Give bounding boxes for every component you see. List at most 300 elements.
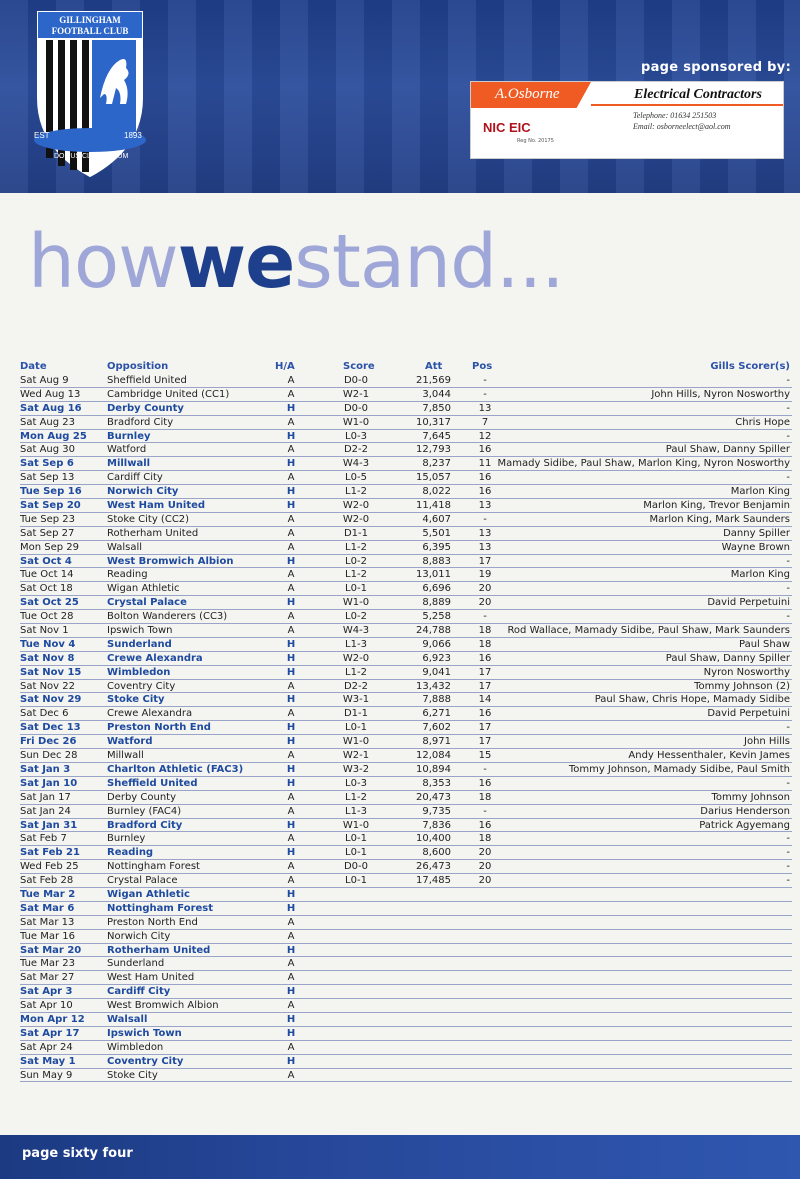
table-row <box>20 874 792 888</box>
gills-scorers: Tommy Johnson <box>711 791 790 803</box>
opposition-name: Crystal Palace <box>107 875 178 887</box>
opposition-name: Sheffield United <box>107 375 187 386</box>
league-position: 20 <box>478 597 492 609</box>
opposition-name: Sunderland <box>107 958 165 970</box>
fixture-date: Sat Jan 31 <box>20 819 78 831</box>
fixture-date: Tue Sep 23 <box>20 513 76 525</box>
fixture-date: Sat Dec 13 <box>20 722 81 734</box>
attendance: 20,473 <box>416 791 451 803</box>
fixture-date: Sat Nov 29 <box>20 694 82 706</box>
page-title <box>28 212 564 312</box>
gills-scorers: Chris Hope <box>735 416 790 428</box>
opposition-name: Cardiff City <box>107 986 171 998</box>
league-position: 16 <box>478 652 492 664</box>
league-position: 11 <box>478 458 492 470</box>
league-position: - <box>483 611 487 623</box>
table-row <box>20 1041 792 1055</box>
table-row <box>20 930 792 944</box>
fixture-date: Sat Feb 28 <box>20 875 74 887</box>
league-position: 18 <box>478 638 492 650</box>
fixture-date: Sat Mar 6 <box>20 902 75 914</box>
fixture-date: Sat Oct 4 <box>20 555 72 567</box>
opposition-name: Rotherham United <box>107 944 211 956</box>
fixture-date: Sat Sep 27 <box>20 527 75 539</box>
table-row <box>20 527 792 541</box>
score: L0-1 <box>345 833 367 845</box>
gills-scorers: David Perpetuini <box>707 597 790 609</box>
gills-scorers: Patrick Agyemang <box>699 819 790 831</box>
home-away: A <box>287 472 295 484</box>
home-away: H <box>286 458 296 470</box>
opposition-name: Norwich City <box>107 930 171 942</box>
attendance: 17,485 <box>416 875 451 887</box>
opposition-name: Norwich City <box>107 486 179 498</box>
score: W2-0 <box>342 652 370 664</box>
table-row <box>20 846 792 860</box>
attendance: 15,057 <box>416 472 451 484</box>
fixture-date: Sat Apr 3 <box>20 986 73 998</box>
table-row <box>20 582 792 596</box>
score: L1-2 <box>345 569 367 581</box>
opposition-name: Preston North End <box>107 722 211 734</box>
score: D2-2 <box>343 444 369 456</box>
league-position: - <box>483 805 487 817</box>
gills-scorers: - <box>786 777 790 789</box>
score: L0-1 <box>345 722 367 734</box>
opposition-name: Sheffield United <box>107 777 198 789</box>
table-row <box>20 499 792 513</box>
table-row <box>20 1069 792 1083</box>
gills-scorers: Paul Shaw, Danny Spiller <box>665 652 790 664</box>
table-row <box>20 971 792 985</box>
fixture-date: Mon Apr 12 <box>20 1013 85 1025</box>
club-name-line2: FOOTBALL CLUB <box>51 26 129 36</box>
score: L0-1 <box>345 875 367 887</box>
attendance: 12,793 <box>416 444 451 456</box>
league-position: 16 <box>478 486 492 498</box>
table-row <box>20 624 792 638</box>
fixture-date: Sat Sep 6 <box>20 458 74 470</box>
table-row <box>20 944 792 958</box>
club-crest-logo <box>28 8 152 180</box>
fixture-date: Sat Oct 25 <box>20 597 79 609</box>
league-position: 20 <box>478 861 492 873</box>
sponsor-label: page sponsored by: <box>641 60 792 75</box>
fixture-date: Tue Mar 2 <box>20 888 76 900</box>
fixture-date: Sat Nov 15 <box>20 666 82 678</box>
gills-scorers: - <box>786 861 790 873</box>
home-away: A <box>287 513 295 525</box>
fixture-date: Sat Aug 23 <box>20 416 76 428</box>
league-position: 16 <box>478 819 492 831</box>
opposition-name: Crewe Alexandra <box>107 708 193 720</box>
score: L1-2 <box>345 486 367 498</box>
attendance: 7,888 <box>422 694 451 706</box>
attendance: 12,084 <box>416 750 451 762</box>
fixture-date: Sat Aug 16 <box>20 402 82 414</box>
opposition-name: Millwall <box>107 750 144 762</box>
league-position: 12 <box>478 430 492 442</box>
home-away: A <box>287 791 295 803</box>
table-row <box>20 416 792 430</box>
league-position: 17 <box>478 736 492 748</box>
gills-scorers: John Hills <box>744 736 790 748</box>
gills-scorers: Andy Hessenthaler, Kevin James <box>628 750 790 762</box>
league-position: 14 <box>478 694 492 706</box>
league-position: - <box>483 388 487 400</box>
opposition-name: Rotherham United <box>107 527 199 539</box>
fixture-date: Sat Jan 24 <box>20 805 71 817</box>
table-row <box>20 638 792 652</box>
opposition-name: Millwall <box>107 458 151 470</box>
fixture-date: Tue Mar 23 <box>20 958 76 970</box>
attendance: 9,735 <box>422 805 451 817</box>
table-row <box>20 860 792 874</box>
home-away: A <box>287 1069 295 1081</box>
table-row <box>20 957 792 971</box>
home-away: H <box>286 736 296 748</box>
gills-scorers: Darius Henderson <box>700 805 790 817</box>
home-away: A <box>287 388 295 400</box>
gills-scorers: - <box>786 430 790 442</box>
sponsor-divider <box>591 104 783 106</box>
gills-scorers: Paul Shaw, Danny Spiller <box>665 444 790 456</box>
opposition-name: Crewe Alexandra <box>107 652 203 664</box>
fixture-date: Sat Aug 9 <box>20 375 69 386</box>
attendance: 6,271 <box>422 708 451 720</box>
attendance: 6,923 <box>422 652 451 664</box>
gills-scorers: John Hills, Nyron Nosworthy <box>651 388 790 400</box>
table-row <box>20 374 792 388</box>
table-row <box>20 652 792 666</box>
table-row <box>20 888 792 902</box>
fixture-date: Sat Apr 10 <box>20 1000 73 1012</box>
attendance: 9,066 <box>422 638 451 650</box>
gills-scorers: Marlon King <box>730 569 790 581</box>
fixture-date: Fri Dec 26 <box>20 736 77 748</box>
league-position: 20 <box>478 583 492 595</box>
gills-scorers: Wayne Brown <box>721 541 790 553</box>
score: D1-1 <box>343 527 369 539</box>
league-position: 13 <box>478 402 492 414</box>
home-away: A <box>287 611 295 623</box>
league-position: 7 <box>481 416 489 428</box>
header-score: Score <box>343 361 375 372</box>
opposition-name: West Ham United <box>107 500 206 512</box>
score: L1-3 <box>345 638 367 650</box>
header-date: Date <box>20 361 47 372</box>
table-row <box>20 1055 792 1069</box>
opposition-name: Sunderland <box>107 638 172 650</box>
gills-scorers: - <box>786 722 790 734</box>
fixture-date: Sat Nov 22 <box>20 680 75 692</box>
score: L0-2 <box>345 555 367 567</box>
opposition-name: Coventry City <box>107 1055 184 1067</box>
attendance: 4,607 <box>422 513 451 525</box>
home-away: A <box>287 444 295 456</box>
fixture-date: Sat Mar 13 <box>20 916 75 928</box>
table-row <box>20 819 792 833</box>
home-away: A <box>287 875 295 887</box>
opposition-name: Derby County <box>107 791 177 803</box>
fixture-date: Sat Aug 30 <box>20 444 76 456</box>
league-position: 16 <box>478 777 492 789</box>
home-away: H <box>286 944 296 956</box>
gills-scorers: - <box>786 611 790 623</box>
opposition-name: Watford <box>107 444 147 456</box>
page-number: page sixty four <box>22 1146 133 1161</box>
score: L1-2 <box>345 666 367 678</box>
gills-scorers: - <box>786 847 790 859</box>
opposition-name: Burnley <box>107 833 146 845</box>
opposition-name: Coventry City <box>107 680 176 692</box>
table-row <box>20 916 792 930</box>
score: L1-2 <box>345 541 367 553</box>
table-row <box>20 388 792 402</box>
opposition-name: Stoke City <box>107 694 165 706</box>
league-position: 19 <box>478 569 492 581</box>
opposition-name: Burnley (FAC4) <box>107 805 182 817</box>
opposition-name: Ipswich Town <box>107 625 173 637</box>
opposition-name: West Bromwich Albion <box>107 555 234 567</box>
results-table <box>20 361 792 1082</box>
league-position: 16 <box>478 708 492 720</box>
fixture-date: Sat Mar 27 <box>20 972 75 984</box>
table-row <box>20 749 792 763</box>
header-ha: H/A <box>275 361 295 372</box>
home-away: H <box>286 500 296 512</box>
opposition-name: Cardiff City <box>107 472 163 484</box>
gills-scorers: - <box>786 375 790 386</box>
score: W2-1 <box>342 388 370 400</box>
home-away: H <box>286 666 296 678</box>
table-row <box>20 805 792 819</box>
home-away: A <box>287 750 295 762</box>
gills-scorers: - <box>786 472 790 484</box>
score: W3-2 <box>342 763 370 775</box>
fixture-date: Sat Oct 18 <box>20 583 73 595</box>
opposition-name: Bradford City <box>107 819 183 831</box>
gills-scorers: - <box>786 555 790 567</box>
header-pos: Pos <box>472 361 493 372</box>
league-position: 18 <box>478 791 492 803</box>
table-row <box>20 402 792 416</box>
header-banner <box>0 0 800 193</box>
table-row <box>20 1013 792 1027</box>
table-row <box>20 902 792 916</box>
table-row <box>20 763 792 777</box>
attendance: 7,645 <box>422 430 451 442</box>
home-away: H <box>286 555 296 567</box>
attendance: 7,836 <box>422 819 451 831</box>
league-position: - <box>483 513 487 525</box>
home-away: A <box>287 805 295 817</box>
table-row <box>20 985 792 999</box>
table-row <box>20 832 792 846</box>
fixture-date: Sat Apr 17 <box>20 1027 80 1039</box>
table-row <box>20 693 792 707</box>
home-away: H <box>286 888 296 900</box>
home-away: H <box>286 486 296 498</box>
fixture-date: Sat Mar 20 <box>20 944 82 956</box>
score: W1-0 <box>342 416 370 428</box>
title-part-we: we <box>177 219 295 305</box>
league-position: 17 <box>478 722 492 734</box>
gills-scorers: Marlon King, Mark Saunders <box>649 513 790 525</box>
home-away: A <box>287 916 295 928</box>
sponsor-advert <box>470 81 784 159</box>
score: D0-0 <box>343 375 369 386</box>
attendance: 11,418 <box>416 500 451 512</box>
table-row <box>20 457 792 471</box>
fixture-date: Mon Aug 25 <box>20 430 87 442</box>
score: L1-3 <box>345 805 367 817</box>
score: W4-3 <box>342 458 370 470</box>
gills-scorers: Marlon King <box>730 486 790 498</box>
crest-year-text: 1893 <box>124 131 142 140</box>
attendance: 10,400 <box>416 833 451 845</box>
table-row <box>20 707 792 721</box>
attendance: 8,237 <box>422 458 451 470</box>
table-row <box>20 541 792 555</box>
table-body <box>20 374 792 1082</box>
score: L1-2 <box>345 791 367 803</box>
fixture-date: Tue Nov 4 <box>20 638 76 650</box>
title-part-stand: stand... <box>294 219 564 305</box>
home-away: A <box>287 527 295 539</box>
gills-scorers: Nyron Nosworthy <box>703 666 790 678</box>
league-position: 13 <box>478 500 492 512</box>
title-part-how: how <box>28 219 178 305</box>
table-row <box>20 680 792 694</box>
score: W1-0 <box>342 736 370 748</box>
score: W1-0 <box>342 819 370 831</box>
nic-eic-logo: NIC EIC <box>483 120 531 135</box>
home-away: H <box>286 652 296 664</box>
footer-bar <box>0 1135 800 1179</box>
score: W4-3 <box>342 625 370 637</box>
header-opposition: Opposition <box>107 361 169 372</box>
attendance: 13,432 <box>416 680 451 692</box>
home-away: A <box>287 569 295 581</box>
opposition-name: Stoke City <box>107 1069 158 1081</box>
score: W2-0 <box>342 513 370 525</box>
score: D0-0 <box>343 402 369 414</box>
home-away: A <box>287 583 295 595</box>
fixture-date: Sat Jan 17 <box>20 791 71 803</box>
home-away: H <box>286 763 296 775</box>
opposition-name: Wimbledon <box>107 666 171 678</box>
opposition-name: Bradford City <box>107 416 174 428</box>
league-position: 20 <box>478 847 492 859</box>
score: W2-1 <box>342 750 370 762</box>
table-row <box>20 471 792 485</box>
score: D2-2 <box>343 680 369 692</box>
fixture-date: Tue Sep 16 <box>20 486 82 498</box>
gills-scorers: Tommy Johnson (2) <box>694 680 790 692</box>
attendance: 6,395 <box>422 541 451 553</box>
fixture-date: Sat Nov 1 <box>20 625 69 637</box>
home-away: H <box>286 777 296 789</box>
fixture-date: Sat May 1 <box>20 1055 76 1067</box>
opposition-name: Derby County <box>107 402 184 414</box>
table-row <box>20 666 792 680</box>
attendance: 6,696 <box>422 583 451 595</box>
league-position: 16 <box>478 472 492 484</box>
attendance: 5,258 <box>422 611 451 623</box>
gills-scorers: David Perpetuini <box>707 708 790 720</box>
table-header <box>20 361 792 374</box>
opposition-name: Wigan Athletic <box>107 583 180 595</box>
opposition-name: Watford <box>107 736 153 748</box>
opposition-name: Bolton Wanderers (CC3) <box>107 611 228 623</box>
score: W1-0 <box>342 597 370 609</box>
crest-motto-text: DOMUS CLAMANTIUM <box>54 153 129 160</box>
fixture-date: Mon Sep 29 <box>20 541 80 553</box>
fixture-date: Sun May 9 <box>20 1069 73 1081</box>
league-position: 18 <box>478 625 492 637</box>
opposition-name: Reading <box>107 847 154 859</box>
opposition-name: Reading <box>107 569 148 581</box>
home-away: A <box>287 541 295 553</box>
home-away: H <box>286 1027 296 1039</box>
opposition-name: Preston North End <box>107 916 198 928</box>
fixture-date: Wed Feb 25 <box>20 861 79 873</box>
gills-scorers: - <box>786 833 790 845</box>
sponsor-name: A.Osborne <box>495 86 560 102</box>
home-away: A <box>287 833 295 845</box>
table-row <box>20 596 792 610</box>
attendance: 21,569 <box>416 375 451 386</box>
attendance: 10,894 <box>416 763 451 775</box>
score: L0-5 <box>345 472 367 484</box>
table-row <box>20 430 792 444</box>
attendance: 5,501 <box>422 527 451 539</box>
table-row <box>20 443 792 457</box>
table-row <box>20 1027 792 1041</box>
league-position: - <box>483 375 487 386</box>
home-away: H <box>286 847 296 859</box>
attendance: 8,971 <box>422 736 451 748</box>
gills-scorers: Marlon King, Trevor Benjamin <box>643 500 790 512</box>
opposition-name: West Ham United <box>107 972 195 984</box>
score: D1-1 <box>343 708 369 720</box>
home-away: H <box>286 638 296 650</box>
league-position: 20 <box>478 875 492 887</box>
attendance: 7,850 <box>422 402 451 414</box>
attendance: 8,022 <box>422 486 451 498</box>
opposition-name: Walsall <box>107 541 143 553</box>
table-row <box>20 513 792 527</box>
gills-scorers: Danny Spiller <box>723 527 790 539</box>
home-away: H <box>286 722 296 734</box>
home-away: A <box>287 416 295 428</box>
gills-scorers: - <box>786 583 790 595</box>
home-away: H <box>286 597 296 609</box>
home-away: H <box>286 1013 296 1025</box>
header-scorers: Gills Scorer(s) <box>710 361 790 372</box>
score: L0-1 <box>345 583 367 595</box>
league-position: 13 <box>478 541 492 553</box>
home-away: H <box>286 902 296 914</box>
attendance: 8,600 <box>422 847 451 859</box>
table-row <box>20 999 792 1013</box>
attendance: 8,353 <box>422 777 451 789</box>
score: W3-1 <box>342 694 370 706</box>
attendance: 9,041 <box>422 666 451 678</box>
opposition-name: Crystal Palace <box>107 597 187 609</box>
home-away: H <box>286 430 296 442</box>
